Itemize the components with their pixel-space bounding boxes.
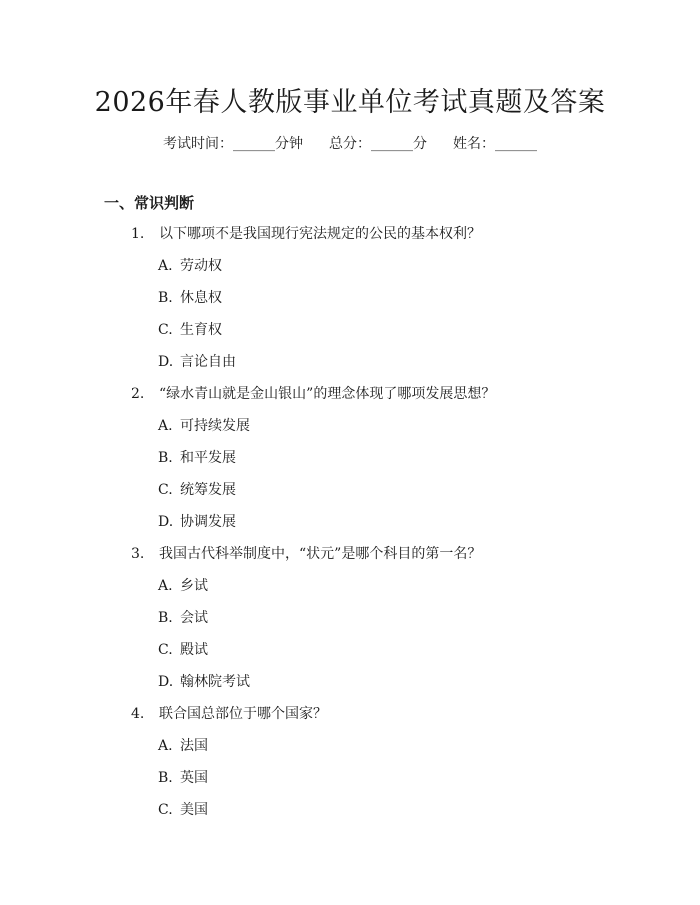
option-letter: B.	[158, 290, 173, 306]
question-number: 2.	[131, 386, 145, 402]
score-blank: ______	[371, 136, 413, 152]
question-2	[131, 383, 495, 403]
time-label: 考试时间：	[163, 136, 233, 152]
option-letter: B.	[158, 610, 173, 626]
option-2-a	[158, 415, 250, 435]
option-text: 可持续发展	[180, 418, 250, 434]
option-letter: A.	[158, 418, 173, 434]
option-1-a	[158, 255, 222, 275]
option-1-d	[158, 351, 236, 371]
section-heading: 一、常识判断	[104, 194, 195, 212]
option-3-b	[158, 607, 208, 627]
question-text: 我国古代科举制度中，“状元”是哪个科目的第一名？	[159, 546, 482, 562]
option-text: 翰林院考试	[180, 674, 250, 690]
option-3-d	[158, 671, 250, 691]
option-letter: A.	[158, 578, 173, 594]
option-4-a	[158, 735, 208, 755]
option-letter: C.	[158, 322, 173, 338]
option-text: 言论自由	[180, 354, 236, 370]
question-number: 3.	[131, 546, 145, 562]
option-2-c	[158, 479, 236, 499]
time-unit: 分钟	[275, 136, 303, 152]
option-text: 英国	[180, 770, 208, 786]
option-text: 会试	[180, 610, 208, 626]
score-label: 总分：	[329, 136, 371, 152]
question-number: 1.	[131, 226, 145, 242]
option-text: 乡试	[180, 578, 208, 594]
question-3	[131, 543, 481, 563]
option-letter: A.	[158, 738, 173, 754]
question-text: 联合国总部位于哪个国家？	[159, 706, 327, 722]
score-unit: 分	[413, 136, 427, 152]
option-2-d	[158, 511, 236, 531]
option-text: 统筹发展	[180, 482, 236, 498]
option-letter: B.	[158, 770, 173, 786]
option-2-b	[158, 447, 236, 467]
option-text: 殿试	[180, 642, 208, 658]
time-field	[163, 133, 303, 153]
page-title: 2026年春人教版事业单位考试真题及答案	[94, 87, 606, 118]
question-number: 4.	[131, 706, 145, 722]
option-text: 劳动权	[180, 258, 222, 274]
question-4	[131, 703, 327, 723]
option-letter: D.	[158, 354, 174, 370]
option-letter: C.	[158, 642, 173, 658]
time-blank: ______	[233, 136, 275, 152]
question-text: “绿水青山就是金山银山”的理念体现了哪项发展思想？	[159, 386, 496, 402]
option-3-c	[158, 639, 208, 659]
option-4-c	[158, 799, 208, 819]
name-label: 姓名：	[453, 136, 495, 152]
option-letter: D.	[158, 514, 174, 530]
exam-info	[0, 133, 700, 153]
option-letter: C.	[158, 802, 173, 818]
option-1-c	[158, 319, 222, 339]
question-text: 以下哪项不是我国现行宪法规定的公民的基本权利？	[159, 226, 481, 242]
score-field	[329, 133, 427, 153]
option-text: 生育权	[180, 322, 222, 338]
name-blank: ______	[495, 136, 537, 152]
option-1-b	[158, 287, 222, 307]
option-text: 休息权	[180, 290, 222, 306]
option-text: 美国	[180, 802, 208, 818]
name-field	[453, 133, 537, 153]
option-text: 和平发展	[180, 450, 236, 466]
option-4-b	[158, 767, 208, 787]
option-3-a	[158, 575, 208, 595]
option-letter: B.	[158, 450, 173, 466]
option-text: 协调发展	[180, 514, 236, 530]
option-text: 法国	[180, 738, 208, 754]
option-letter: C.	[158, 482, 173, 498]
question-1	[131, 223, 481, 243]
option-letter: A.	[158, 258, 173, 274]
option-letter: D.	[158, 674, 174, 690]
